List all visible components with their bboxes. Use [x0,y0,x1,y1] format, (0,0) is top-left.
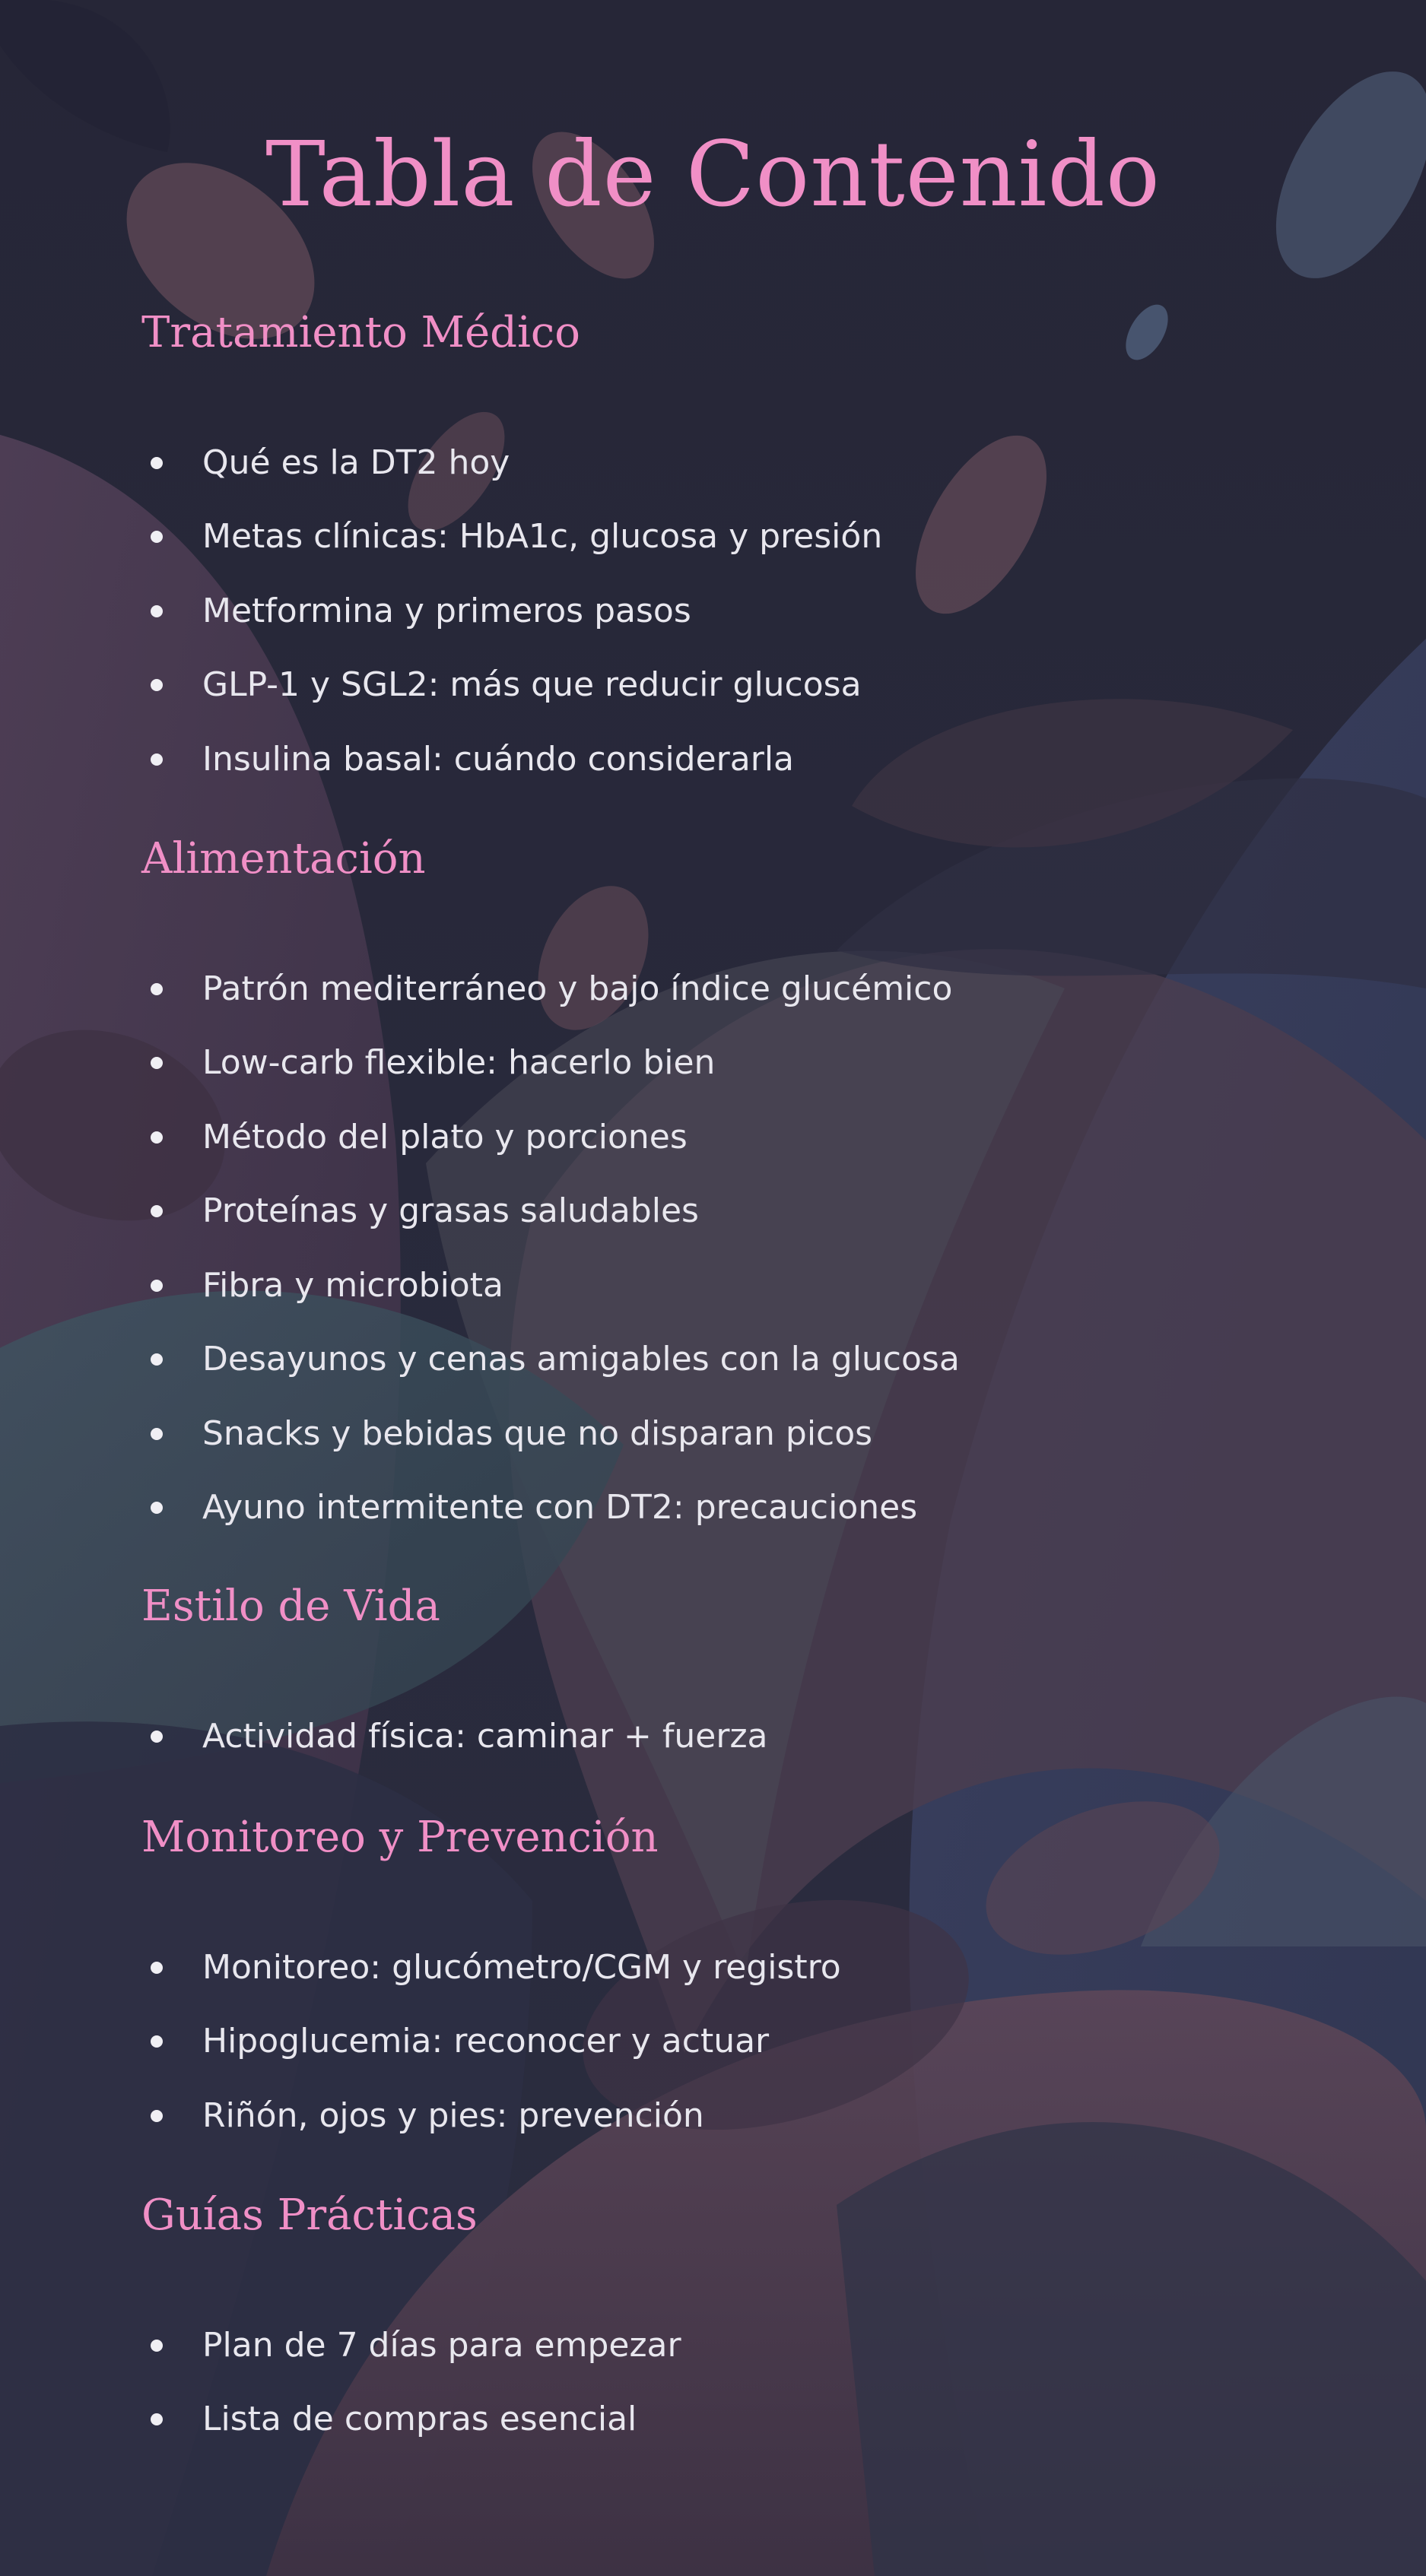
bullet-icon [151,531,163,543]
list-item[interactable] [141,1100,1282,1175]
list-item[interactable] [141,649,1282,723]
page-title: Tabla de Contenido [265,122,1161,227]
bullet-icon [151,2110,163,2122]
bullet-icon [151,753,163,766]
list-item-label: Insulina basal: cuándo considerarla [202,739,795,779]
list-item-label: Metas clínicas: HbA1c, glucosa y presión [202,517,883,557]
section-title: Guías Prácticas [141,2191,478,2240]
list-item-label: Snacks y bebidas que no disparan picos [202,1413,873,1453]
list-item-label: Metformina y primeros pasos [202,591,691,630]
list-item-label: Riñón, ojos y pies: prevención [202,2095,704,2135]
list-item[interactable] [141,574,1282,649]
section-title: Monitoreo y Prevención [141,1813,659,1862]
list-item[interactable] [141,2005,1282,2080]
list-item[interactable] [141,1026,1282,1101]
bullet-icon [151,457,163,469]
list-item-label: Lista de compras esencial [202,2400,637,2439]
section-alimentacion [141,834,1282,1545]
list-item[interactable] [141,1175,1282,1249]
bullet-icon [151,1502,163,1514]
list-item-label: Ayuno intermitente con DT2: precauciones [202,1488,918,1528]
list-item-label: Actividad física: caminar + fuerza [202,1716,768,1756]
list-item[interactable] [141,1471,1282,1546]
section-monitoreo-y-prevencion [141,1813,1282,2153]
list-item[interactable] [141,722,1282,797]
list-item[interactable] [141,500,1282,575]
bullet-icon [151,1205,163,1217]
section-estilo-de-vida [141,1581,1282,1774]
list-item[interactable] [141,952,1282,1026]
bullet-icon [151,1428,163,1440]
bullet-icon [151,983,163,995]
section-tratamiento-medico [141,308,1282,797]
section-items [141,952,1282,1545]
list-item[interactable] [141,2079,1282,2153]
bullet-icon [151,1731,163,1743]
section-title: Alimentación [141,834,426,884]
list-item-label: Plan de 7 días para empezar [202,2325,681,2365]
list-item-label: Hipoglucemia: reconocer y actuar [202,2022,770,2061]
list-item[interactable] [141,2383,1282,2457]
list-item[interactable] [141,2308,1282,2383]
list-item-label: Low-carb flexible: hacerlo bien [202,1043,716,1083]
section-items [141,426,1282,797]
bullet-icon [151,679,163,691]
list-item[interactable] [141,1930,1282,2005]
bullet-icon [151,1057,163,1069]
list-item-label: Fibra y microbiota [202,1265,503,1305]
list-item-label: Método del plato y porciones [202,1117,688,1156]
section-guias-practicas [141,2191,1282,2457]
bullet-icon [151,2340,163,2352]
bullet-icon [151,1131,163,1144]
bullet-icon [151,1353,163,1366]
bullet-icon [151,1962,163,1974]
list-item-label: Qué es la DT2 hoy [202,443,510,482]
section-title: Tratamiento Médico [141,308,580,357]
section-title: Estilo de Vida [141,1581,440,1631]
list-item[interactable] [141,1699,1282,1774]
list-item[interactable] [141,1397,1282,1471]
list-item-label: Proteínas y grasas saludables [202,1191,699,1231]
bullet-icon [151,1280,163,1292]
section-items [141,1930,1282,2153]
list-item-label: Patrón mediterráneo y bajo índice glucémico [202,969,953,1008]
list-item[interactable] [141,1248,1282,1323]
section-items [141,1699,1282,1774]
section-items [141,2308,1282,2457]
list-item[interactable] [141,1323,1282,1397]
list-item[interactable] [141,426,1282,500]
list-item-label: GLP-1 y SGL2: más que reducir glucosa [202,665,862,705]
bullet-icon [151,2413,163,2425]
bullet-icon [151,605,163,617]
bullet-icon [151,2035,163,2048]
list-item-label: Desayunos y cenas amigables con la glucosa [202,1340,960,1379]
list-item-label: Monitoreo: glucómetro/CGM y registro [202,1947,841,1987]
